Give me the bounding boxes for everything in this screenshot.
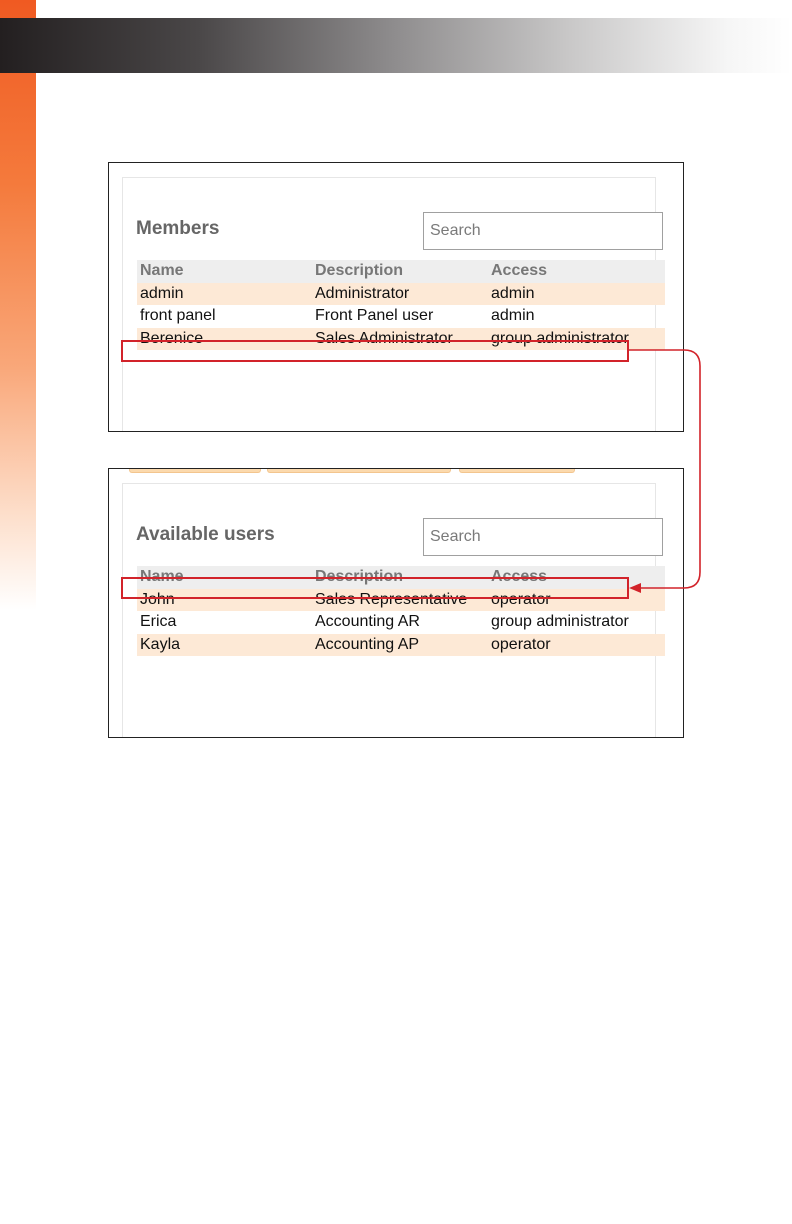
row-description: Accounting AR — [315, 613, 420, 630]
row-name: Berenice — [140, 329, 204, 347]
row-access: group administrator — [491, 613, 629, 630]
column-header-description[interactable]: Description — [315, 262, 404, 279]
row-description: Administrator — [315, 284, 410, 302]
column-header-description[interactable]: Description — [315, 568, 404, 585]
column-header-name[interactable]: Name — [140, 262, 184, 279]
row-access: operator — [491, 590, 551, 608]
row-name: John — [140, 590, 175, 608]
row-name: Erica — [140, 613, 177, 630]
row-access: admin — [491, 284, 535, 302]
row-access: admin — [491, 307, 535, 324]
row-name: front panel — [140, 307, 216, 324]
row-description: Accounting AP — [315, 635, 420, 653]
row-access: operator — [491, 635, 551, 653]
column-header-access[interactable]: Access — [491, 568, 548, 585]
row-name: Kayla — [140, 635, 181, 653]
arrow-line — [629, 350, 700, 588]
available-users-title: Available users — [136, 524, 275, 545]
row-description: Sales Administrator — [315, 329, 453, 347]
row-name: admin — [140, 284, 184, 302]
members-title: Members — [136, 218, 220, 239]
column-header-access[interactable]: Access — [491, 262, 548, 279]
column-header-name[interactable]: Name — [140, 568, 184, 585]
row-description: Front Panel user — [315, 307, 434, 324]
row-access: group administrator — [491, 329, 629, 347]
arrowhead-icon — [629, 583, 641, 593]
row-description: Sales Representative — [315, 590, 468, 608]
